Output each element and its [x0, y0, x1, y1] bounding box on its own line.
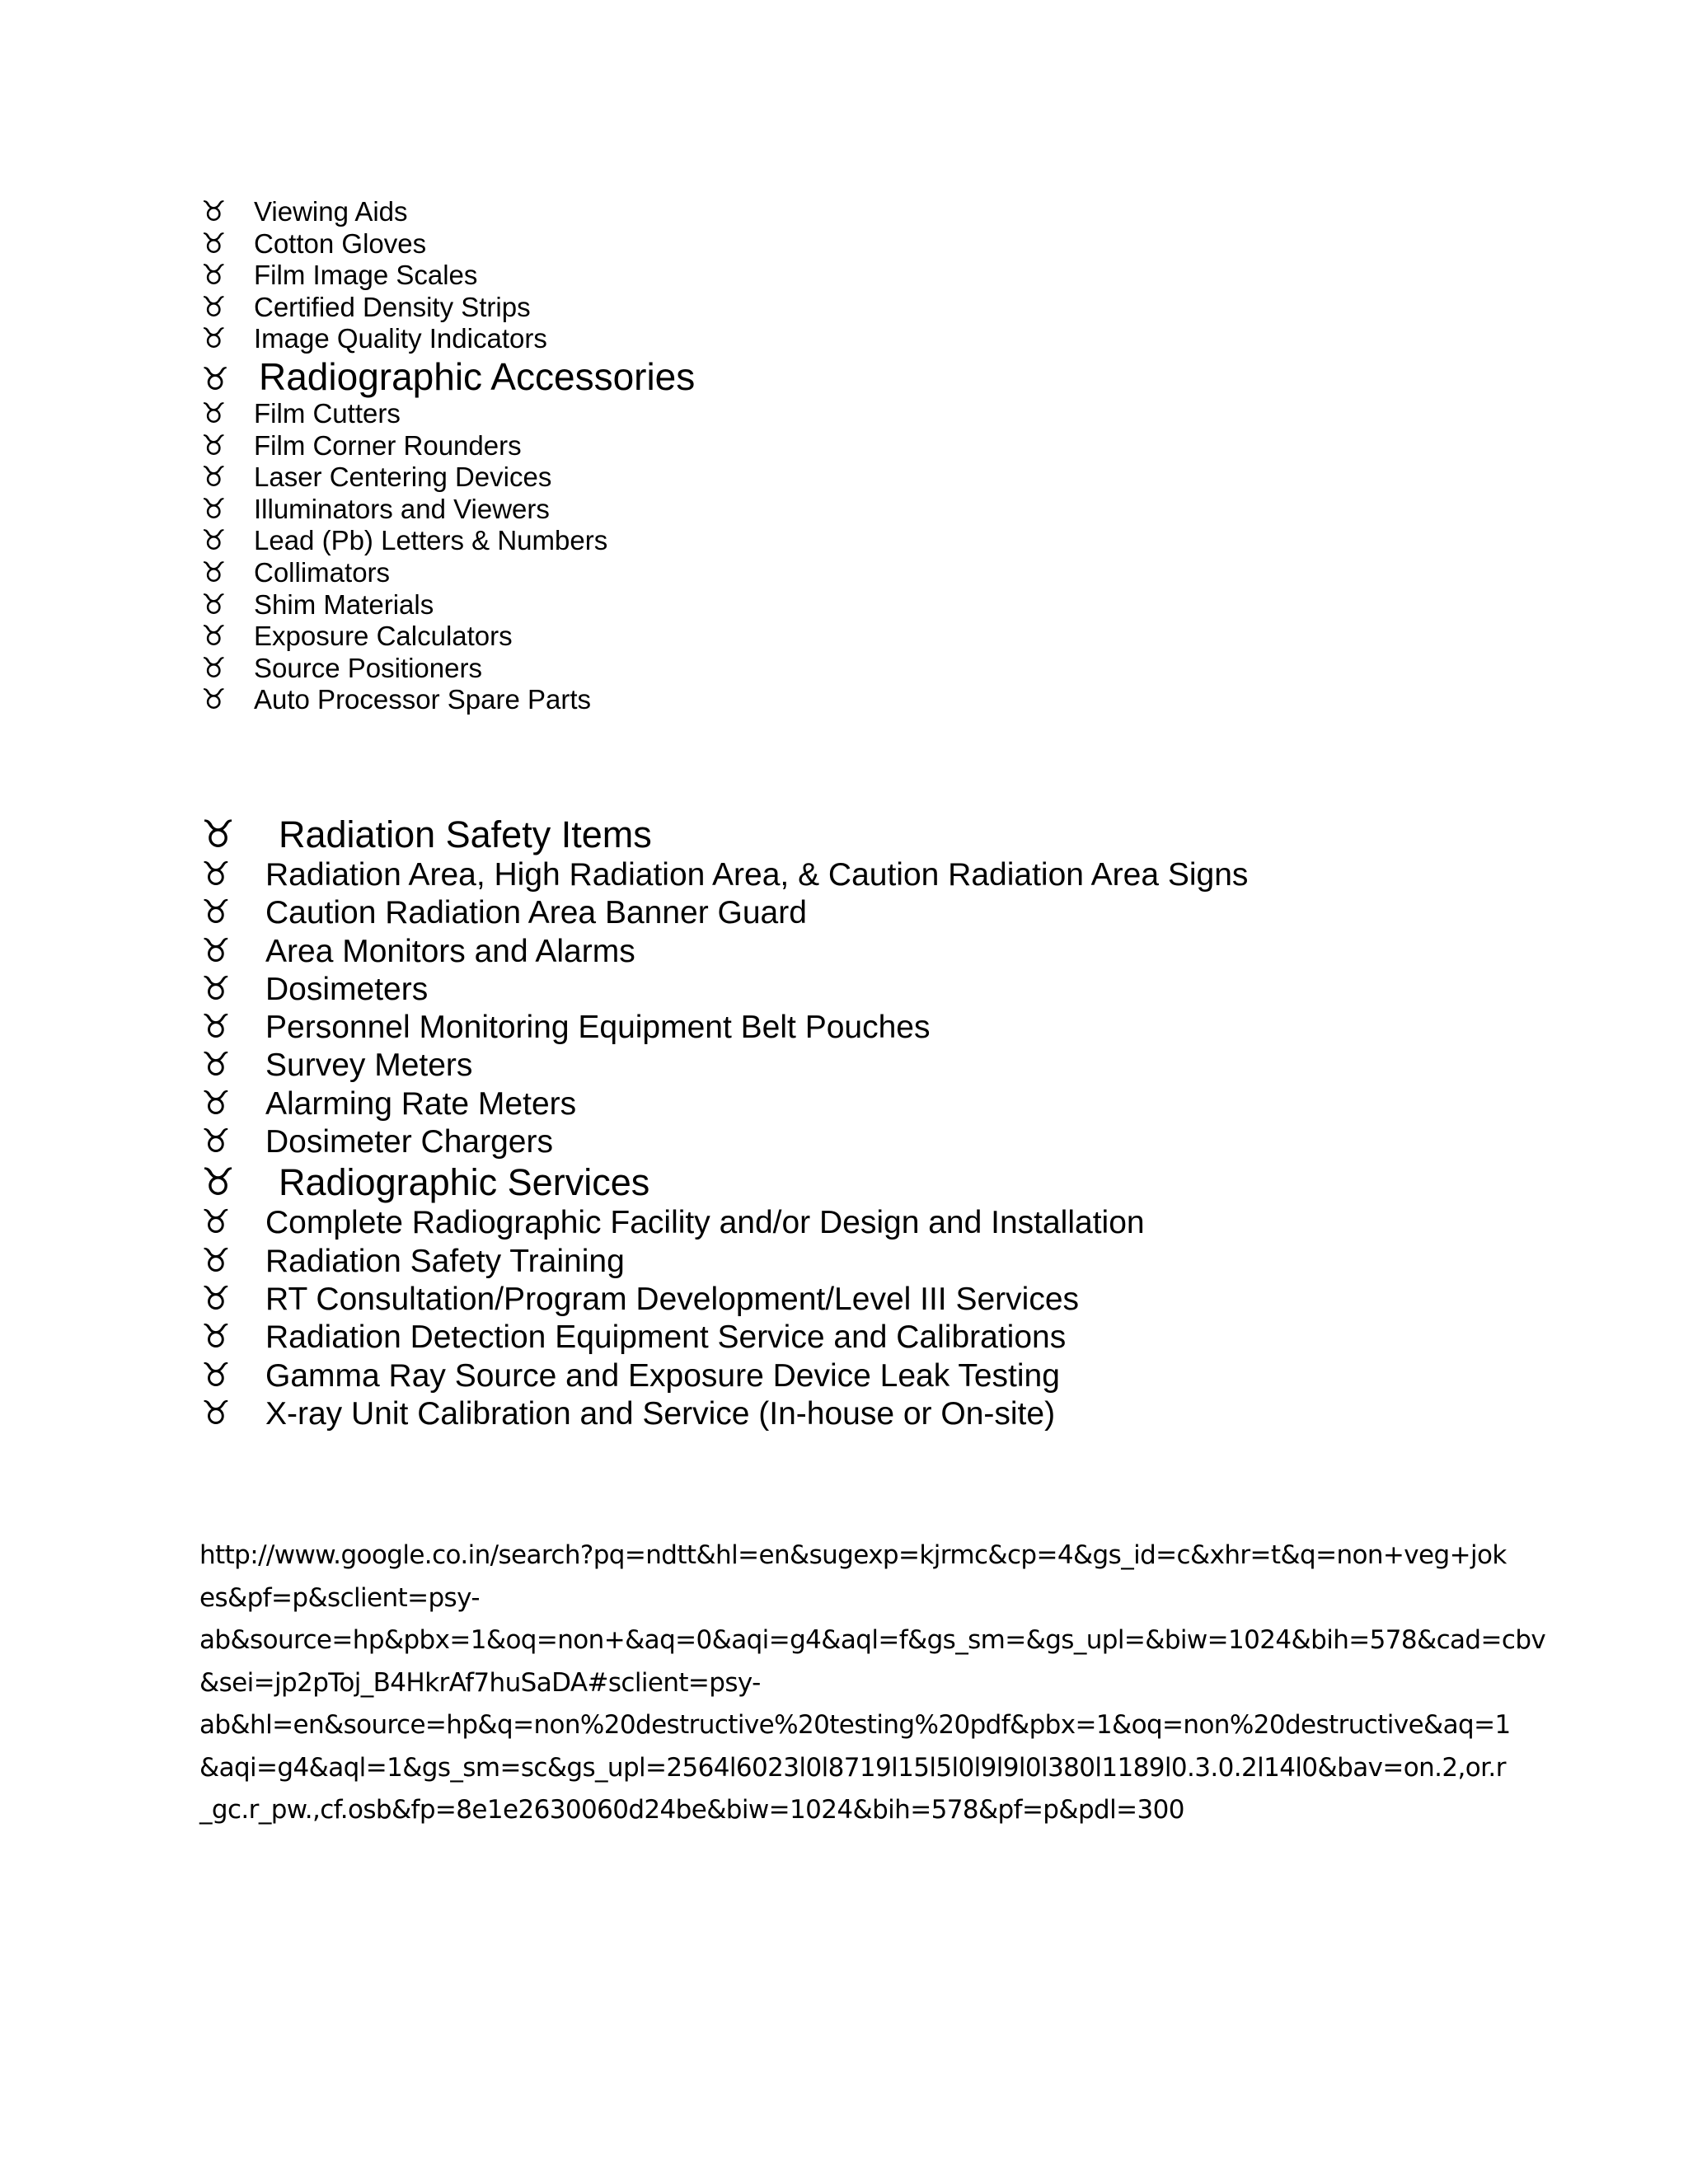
list-item-label: Dosimeters — [265, 971, 429, 1007]
source-url-text — [199, 1535, 1546, 1832]
list-item — [201, 1318, 1248, 1356]
list-item-label: Laser Centering Devices — [254, 462, 552, 493]
list-item-label: RT Consultation/Program Development/Level III Services — [265, 1281, 1080, 1317]
list-item-label: Radiation Detection Equipment Service and Calibrations — [265, 1319, 1067, 1356]
list-item — [201, 228, 695, 260]
list-item-label: Film Image Scales — [254, 260, 478, 291]
list-item — [201, 1085, 1248, 1122]
taurus-bullet-icon: ♉ — [201, 555, 227, 589]
list-item — [201, 653, 695, 685]
section-heading — [201, 1160, 1248, 1203]
list-item — [201, 494, 695, 526]
list-item-label: Image Quality Indicators — [254, 323, 547, 354]
list-item — [201, 430, 695, 462]
taurus-bullet-icon: ♉ — [201, 1160, 236, 1205]
taurus-bullet-icon: ♉ — [201, 1241, 231, 1280]
list-item — [201, 557, 695, 589]
taurus-bullet-icon: ♉ — [201, 360, 230, 397]
list-item — [201, 196, 695, 228]
url-line: _gc.r_pw.,cf.osb&fp=8e1e2630060d24be&biw=1024&bih=578&pf=p&pdl=300 — [199, 1795, 1184, 1825]
taurus-bullet-icon: ♉ — [201, 1318, 231, 1357]
taurus-bullet-icon: ♉ — [201, 227, 227, 260]
list-item-label: Alarming Rate Meters — [265, 1085, 577, 1122]
list-item-label: Area Monitors and Alarms — [265, 933, 635, 969]
list-item — [201, 1280, 1248, 1318]
list-item — [201, 260, 695, 292]
list-item-label: Film Cutters — [254, 397, 401, 429]
list-item-label: Source Positioners — [254, 652, 482, 683]
section-heading — [201, 355, 695, 398]
taurus-bullet-icon: ♉ — [201, 492, 227, 526]
taurus-bullet-icon: ♉ — [201, 683, 227, 717]
taurus-bullet-icon: ♉ — [201, 1203, 231, 1242]
taurus-bullet-icon: ♉ — [201, 461, 227, 494]
list-item-label: X-ray Unit Calibration and Service (In-house or On-site) — [265, 1395, 1056, 1432]
list-item — [201, 323, 695, 355]
list-item — [201, 932, 1248, 970]
list-item — [201, 525, 695, 557]
taurus-bullet-icon: ♉ — [201, 396, 227, 430]
list-item-label: Certified Density Strips — [254, 291, 531, 322]
list-item — [201, 970, 1248, 1008]
list-item — [201, 893, 1248, 931]
list-item-label: Radiation Safety Training — [265, 1243, 625, 1279]
list-item — [201, 292, 695, 324]
url-line: &aqi=g4&aql=1&gs_sm=sc&gs_upl=2564l6023l0l8719l15l5l0l9l9l0l380l1189l0.3.0.2l14l0&bav=on.2,or.r — [199, 1752, 1506, 1783]
taurus-bullet-icon: ♉ — [201, 1356, 231, 1394]
taurus-bullet-icon: ♉ — [201, 855, 231, 893]
list-item-label: Auto Processor Spare Parts — [254, 684, 592, 715]
list-item-label: Complete Radiographic Facility and/or Design and Installation — [265, 1205, 1145, 1241]
taurus-bullet-icon: ♉ — [201, 259, 227, 293]
list-item — [201, 1242, 1248, 1280]
section-heading — [201, 813, 1248, 855]
list-item — [201, 462, 695, 494]
list-item-label: Gamma Ray Source and Exposure Device Leak Testing — [265, 1357, 1060, 1394]
list-item — [201, 589, 695, 621]
list-item — [201, 1394, 1248, 1432]
list-item-label: Cotton Gloves — [254, 227, 427, 259]
taurus-bullet-icon: ♉ — [201, 620, 227, 654]
taurus-bullet-icon: ♉ — [201, 1008, 231, 1047]
list-item-label: Viewing Aids — [254, 196, 408, 227]
list-item — [201, 621, 695, 653]
taurus-bullet-icon: ♉ — [201, 931, 231, 970]
list-item-label: Illuminators and Viewers — [254, 493, 550, 524]
section-heading-label: Radiographic Accessories — [259, 354, 696, 398]
list-item-label: Personnel Monitoring Equipment Belt Pouches — [265, 1010, 931, 1046]
taurus-bullet-icon: ♉ — [201, 1394, 231, 1432]
list-item — [201, 855, 1248, 893]
url-line: ab&hl=en&source=hp&q=non%20destructive%20testing%20pdf&pbx=1&oq=non%20destructive&aq=1 — [199, 1710, 1511, 1740]
safety-and-services-list — [201, 813, 1248, 1432]
list-item — [201, 1046, 1248, 1084]
list-item — [201, 684, 695, 716]
section-heading-label: Radiographic Services — [279, 1161, 650, 1204]
list-item — [201, 1122, 1248, 1160]
list-item-label: Dosimeter Chargers — [265, 1124, 553, 1160]
list-item — [201, 398, 695, 430]
list-item-label: Caution Radiation Area Banner Guard — [265, 895, 807, 931]
list-item — [201, 1008, 1248, 1046]
taurus-bullet-icon: ♉ — [201, 588, 227, 621]
taurus-bullet-icon: ♉ — [201, 524, 227, 558]
supplies-list — [201, 196, 695, 716]
list-item — [201, 1357, 1248, 1394]
url-line: ab&source=hp&pbx=1&oq=non+&aq=0&aqi=g4&aql=f&gs_sm=&gs_upl=&biw=1024&bih=578&cad=cbv — [199, 1625, 1546, 1655]
list-item-label: Collimators — [254, 556, 391, 588]
taurus-bullet-icon: ♉ — [201, 322, 227, 356]
taurus-bullet-icon: ♉ — [201, 429, 227, 462]
list-item-label: Exposure Calculators — [254, 621, 513, 652]
taurus-bullet-icon: ♉ — [201, 969, 231, 1008]
taurus-bullet-icon: ♉ — [201, 290, 227, 324]
taurus-bullet-icon: ♉ — [201, 651, 227, 685]
list-item — [201, 1203, 1248, 1241]
list-item-label: Survey Meters — [265, 1047, 473, 1084]
section-heading-label: Radiation Safety Items — [279, 813, 652, 855]
taurus-bullet-icon: ♉ — [201, 1084, 231, 1122]
taurus-bullet-icon: ♉ — [201, 1122, 231, 1161]
url-line: http://www.google.co.in/search?pq=ndtt&hl=en&sugexp=kjrmc&cp=4&gs_id=c&xhr=t&q=non+veg+jok — [199, 1540, 1507, 1570]
taurus-bullet-icon: ♉ — [201, 195, 227, 228]
list-item-label: Shim Materials — [254, 588, 434, 620]
taurus-bullet-icon: ♉ — [201, 1279, 231, 1318]
url-line: es&pf=p&sclient=psy- — [199, 1582, 480, 1613]
taurus-bullet-icon: ♉ — [201, 812, 236, 856]
list-item-label: Film Corner Rounders — [254, 429, 522, 461]
taurus-bullet-icon: ♉ — [201, 1046, 231, 1085]
list-item-label: Radiation Area, High Radiation Area, & Caution Radiation Area Signs — [265, 857, 1249, 893]
taurus-bullet-icon: ♉ — [201, 893, 231, 932]
list-item-label: Lead (Pb) Letters & Numbers — [254, 525, 608, 556]
url-line: &sei=jp2pToj_B4HkrAf7huSaDA#sclient=psy- — [199, 1667, 761, 1698]
